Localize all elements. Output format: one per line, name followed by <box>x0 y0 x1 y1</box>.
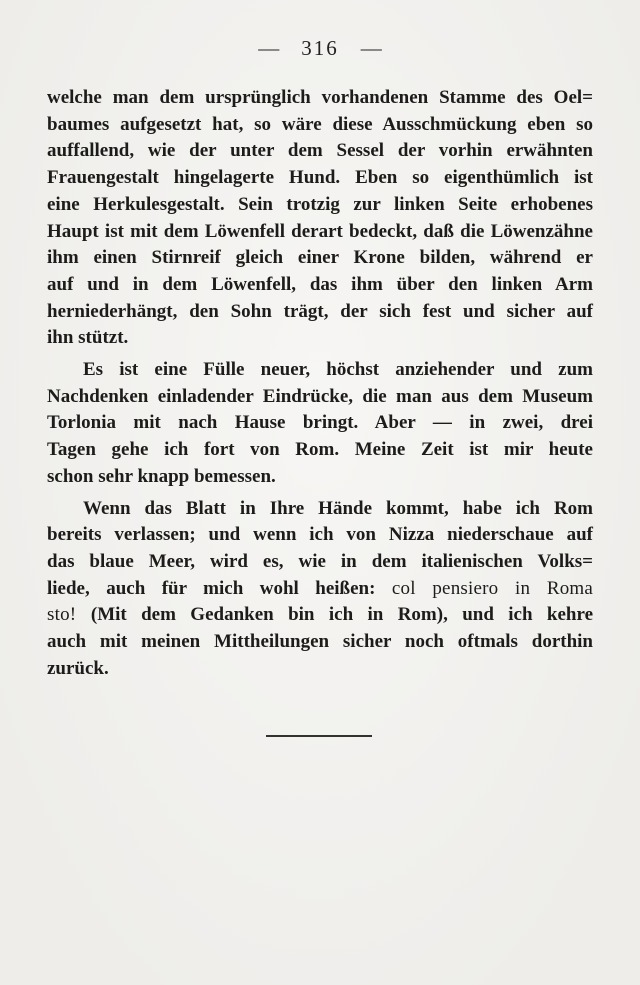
fraktur-text: Tagen gehe ich fort von Rom. Meine Zeit ist mir heute <box>47 439 593 461</box>
text-line <box>47 602 593 629</box>
paragraph <box>47 496 593 683</box>
fraktur-text: zurück. <box>47 657 109 679</box>
fraktur-text: liede, auch für mich wohl heißen: <box>47 577 392 599</box>
fraktur-text: schon sehr knapp bemessen. <box>47 465 276 487</box>
fraktur-text: bereits verlassen; und wenn ich von Nizza niederschaue auf <box>47 524 593 546</box>
text-line <box>47 496 593 523</box>
text-line <box>47 85 593 112</box>
fraktur-text: Es ist eine Fülle neuer, höchst anziehender und zum <box>83 359 593 381</box>
fraktur-text: Wenn das Blatt in Ihre Hände kommt, habe ich Rom <box>83 497 593 519</box>
fraktur-text: herniederhängt, den Sohn trägt, der sich fest und sicher auf <box>47 300 593 322</box>
fraktur-text: Haupt ist mit dem Löwenfell derart bedeckt, daß die Löwenzähne <box>47 220 593 242</box>
text-line <box>47 219 593 246</box>
fraktur-text: ihm einen Stirnreif gleich einer Krone bilden, während er <box>47 247 593 269</box>
page-number: 316 <box>301 36 339 60</box>
text-line <box>47 138 593 165</box>
text-line <box>47 410 593 437</box>
fraktur-text: ihn stützt. <box>47 327 129 349</box>
fraktur-text: welche man dem ursprünglich vorhandenen Stamme des Oel= <box>47 87 593 108</box>
text-line <box>47 384 593 411</box>
text-line <box>47 245 593 272</box>
antiqua-text: sto! <box>47 604 91 626</box>
paragraph <box>47 357 593 491</box>
fraktur-text: Frauengestalt hingelagerte Hund. Eben so eigenthümlich ist <box>47 167 593 189</box>
fraktur-text: auch mit meinen Mittheilungen sicher noch oftmals dorthin <box>47 631 593 653</box>
text-line <box>47 299 593 326</box>
fraktur-text: eine Herkulesgestalt. Sein trotzig zur linken Seite erhobenes <box>47 193 593 215</box>
header-left-dash: — <box>258 36 280 60</box>
text-line <box>47 272 593 299</box>
fraktur-text: das blaue Meer, wird es, wie in dem italienischen Volks= <box>47 550 593 572</box>
paragraph <box>47 85 593 352</box>
fraktur-text: baumes aufgesetzt hat, so wäre diese Ausschmückung eben so <box>47 113 593 135</box>
text-line <box>47 325 593 352</box>
text-line <box>47 192 593 219</box>
section-separator-rule <box>266 735 372 737</box>
fraktur-text: auf und in dem Löwenfell, das ihm über den linken Arm <box>47 273 593 295</box>
fraktur-text: auffallend, wie der unter dem Sessel der vorhin erwähnten <box>47 140 593 162</box>
text-line <box>47 437 593 464</box>
antiqua-text: col pensiero in Roma <box>391 577 594 599</box>
text-line <box>47 112 593 139</box>
text-line <box>47 549 593 576</box>
header-right-dash: — <box>360 36 382 60</box>
fraktur-text: Torlonia mit nach Hause bringt. Aber — in zwei, drei <box>47 412 593 434</box>
page-body <box>47 85 593 682</box>
text-line <box>47 656 593 683</box>
text-line <box>47 629 593 656</box>
text-line <box>47 165 593 192</box>
fraktur-text: Nachdenken einladender Eindrücke, die man aus dem Museum <box>47 385 593 407</box>
fraktur-text: (Mit dem Gedanken bin ich in Rom), und ich kehre <box>90 604 594 626</box>
text-line <box>47 576 593 603</box>
text-line <box>47 464 593 491</box>
text-line <box>47 522 593 549</box>
running-head <box>0 36 640 60</box>
text-line <box>47 357 593 384</box>
